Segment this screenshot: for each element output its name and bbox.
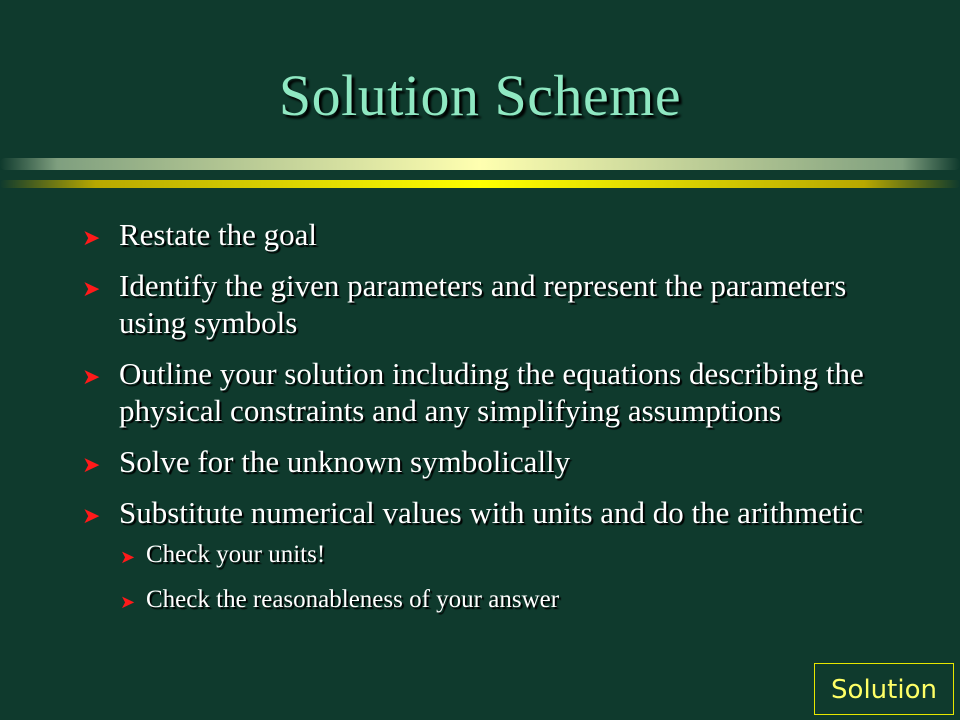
bullet-text: Substitute numerical values with units and do the arithmetic bbox=[119, 495, 863, 530]
sub-bullet-text: Check your units! bbox=[146, 541, 326, 568]
bullet-item bbox=[82, 494, 902, 531]
sub-bullet-item bbox=[120, 584, 902, 615]
arrowhead-icon: ➤ bbox=[82, 503, 101, 528]
arrowhead-icon: ➤ bbox=[82, 276, 101, 301]
arrowhead-icon: ➤ bbox=[82, 225, 101, 250]
slide-title: Solution Scheme bbox=[278, 63, 682, 128]
bullet-item bbox=[82, 443, 902, 480]
bullet-text: Outline your solution including the equations describing the physical constraints and any simplifying assumptions bbox=[119, 356, 864, 428]
title-divider-lower bbox=[0, 180, 960, 188]
solution-button[interactable]: Solution bbox=[814, 663, 954, 715]
sub-bullet-text: Check the reasonableness of your answer bbox=[146, 586, 560, 613]
arrowhead-icon: ➤ bbox=[120, 547, 136, 567]
bullet-text: Solve for the unknown symbolically bbox=[119, 444, 571, 479]
sub-bullet-item bbox=[120, 539, 902, 570]
bullet-item bbox=[82, 267, 902, 341]
bullet-item bbox=[82, 355, 902, 429]
bullet-list bbox=[82, 216, 902, 629]
arrowhead-icon: ➤ bbox=[82, 364, 101, 389]
bullet-text: Identify the given parameters and represent the parameters using symbols bbox=[119, 268, 847, 340]
title-divider-upper bbox=[0, 158, 960, 170]
arrowhead-icon: ➤ bbox=[120, 592, 136, 612]
arrowhead-icon: ➤ bbox=[82, 452, 101, 477]
bullet-item bbox=[82, 216, 902, 253]
bullet-text: Restate the goal bbox=[119, 217, 317, 252]
